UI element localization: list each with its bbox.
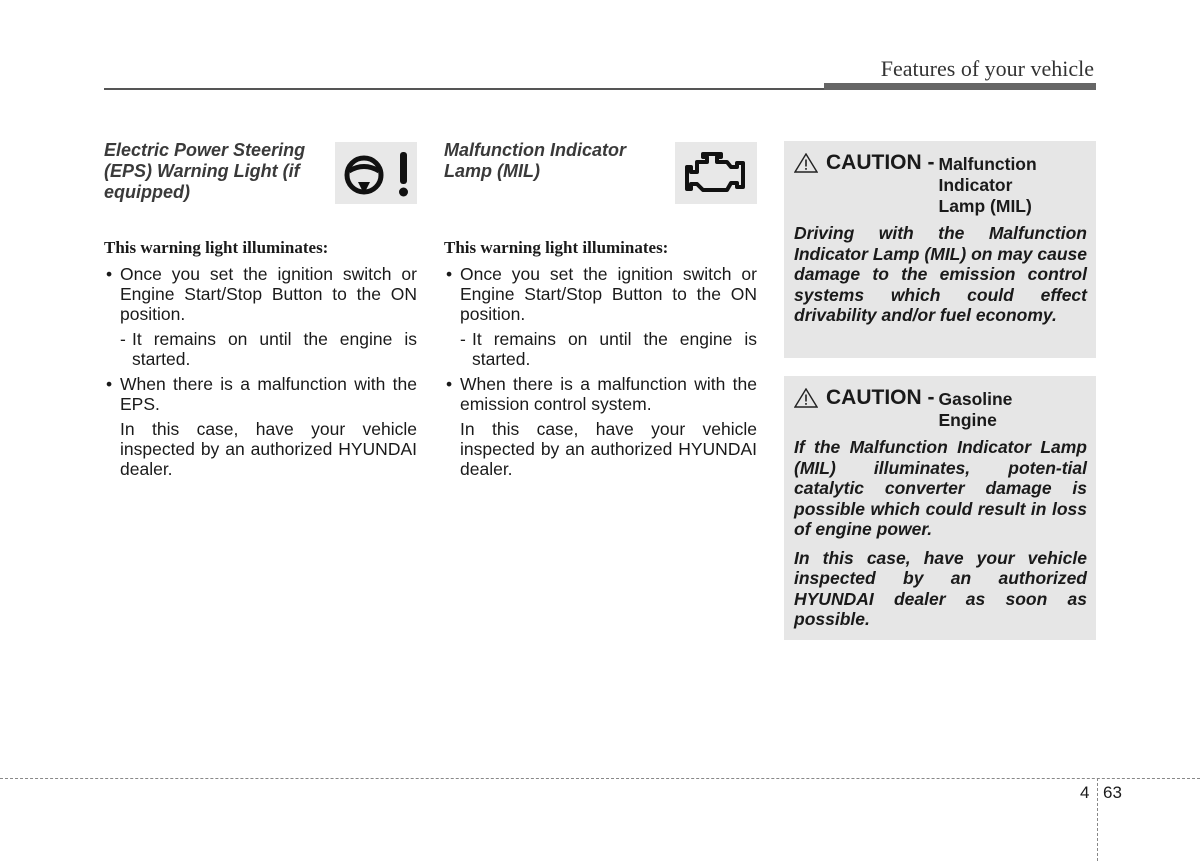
sub-item: - It remains on until the engine is started.: [460, 329, 757, 369]
warning-triangle-icon: [794, 153, 818, 173]
caution-subject: Malfunction Indicator Lamp (MIL): [938, 154, 1037, 216]
mil-section: [444, 138, 757, 484]
lead-text: This warning light illuminates:: [104, 238, 329, 257]
section-title: Malfunction Indicator Lamp (MIL): [444, 140, 626, 181]
eps-steering-warning-icon: [335, 142, 417, 204]
section-title: Electric Power Steering (EPS) Warning Light (if equipped): [104, 140, 306, 202]
caution-label: CAUTION -: [826, 151, 935, 174]
footer-divider: [1097, 778, 1098, 861]
caution-subject: Gasoline Engine: [938, 389, 1013, 430]
chapter-number: 4: [1080, 783, 1090, 802]
caution-box-mil: [784, 141, 1096, 358]
caution-text: In this case, have your vehicle inspected by an authorized HYUNDAI dealer as soon as possible.: [794, 547, 1087, 629]
body-paragraph: In this case, have your vehicle inspected by an authorized HYUNDAI dealer.: [120, 419, 417, 479]
caution-box-gasoline: [784, 376, 1096, 640]
caution-text: If the Malfunction Indicator Lamp (MIL) illuminates, poten-tial catalytic converter damage is possible which could result in loss of engine power.: [794, 437, 1087, 539]
body-paragraph: In this case, have your vehicle inspected by an authorized HYUNDAI dealer.: [460, 419, 757, 479]
page-number: 63: [1103, 783, 1122, 802]
footer-rule: [0, 778, 1200, 779]
list-item: • When there is a malfunction with the EPS.: [106, 374, 417, 414]
header-rule: [104, 88, 824, 90]
lead-text: This warning light illuminates:: [444, 238, 669, 257]
list-item: • Once you set the ignition switch or Engine Start/Stop Button to the ON position.: [106, 264, 417, 324]
page-header-title: Features of your vehicle: [880, 56, 1094, 81]
sub-item: - It remains on until the engine is started.: [120, 329, 417, 369]
caution-label: CAUTION -: [826, 386, 935, 409]
warning-triangle-icon: [794, 388, 818, 408]
eps-section: [104, 138, 417, 484]
engine-check-icon: [675, 142, 757, 204]
header-rule-accent: [824, 83, 1096, 90]
caution-text: Driving with the Malfunction Indicator Lamp (MIL) on may cause damage to the emission control systems which could effect drivability and/or fuel economy.: [794, 223, 1087, 325]
list-item: • Once you set the ignition switch or Engine Start/Stop Button to the ON position.: [446, 264, 757, 324]
list-item: • When there is a malfunction with the emission control system.: [446, 374, 757, 414]
